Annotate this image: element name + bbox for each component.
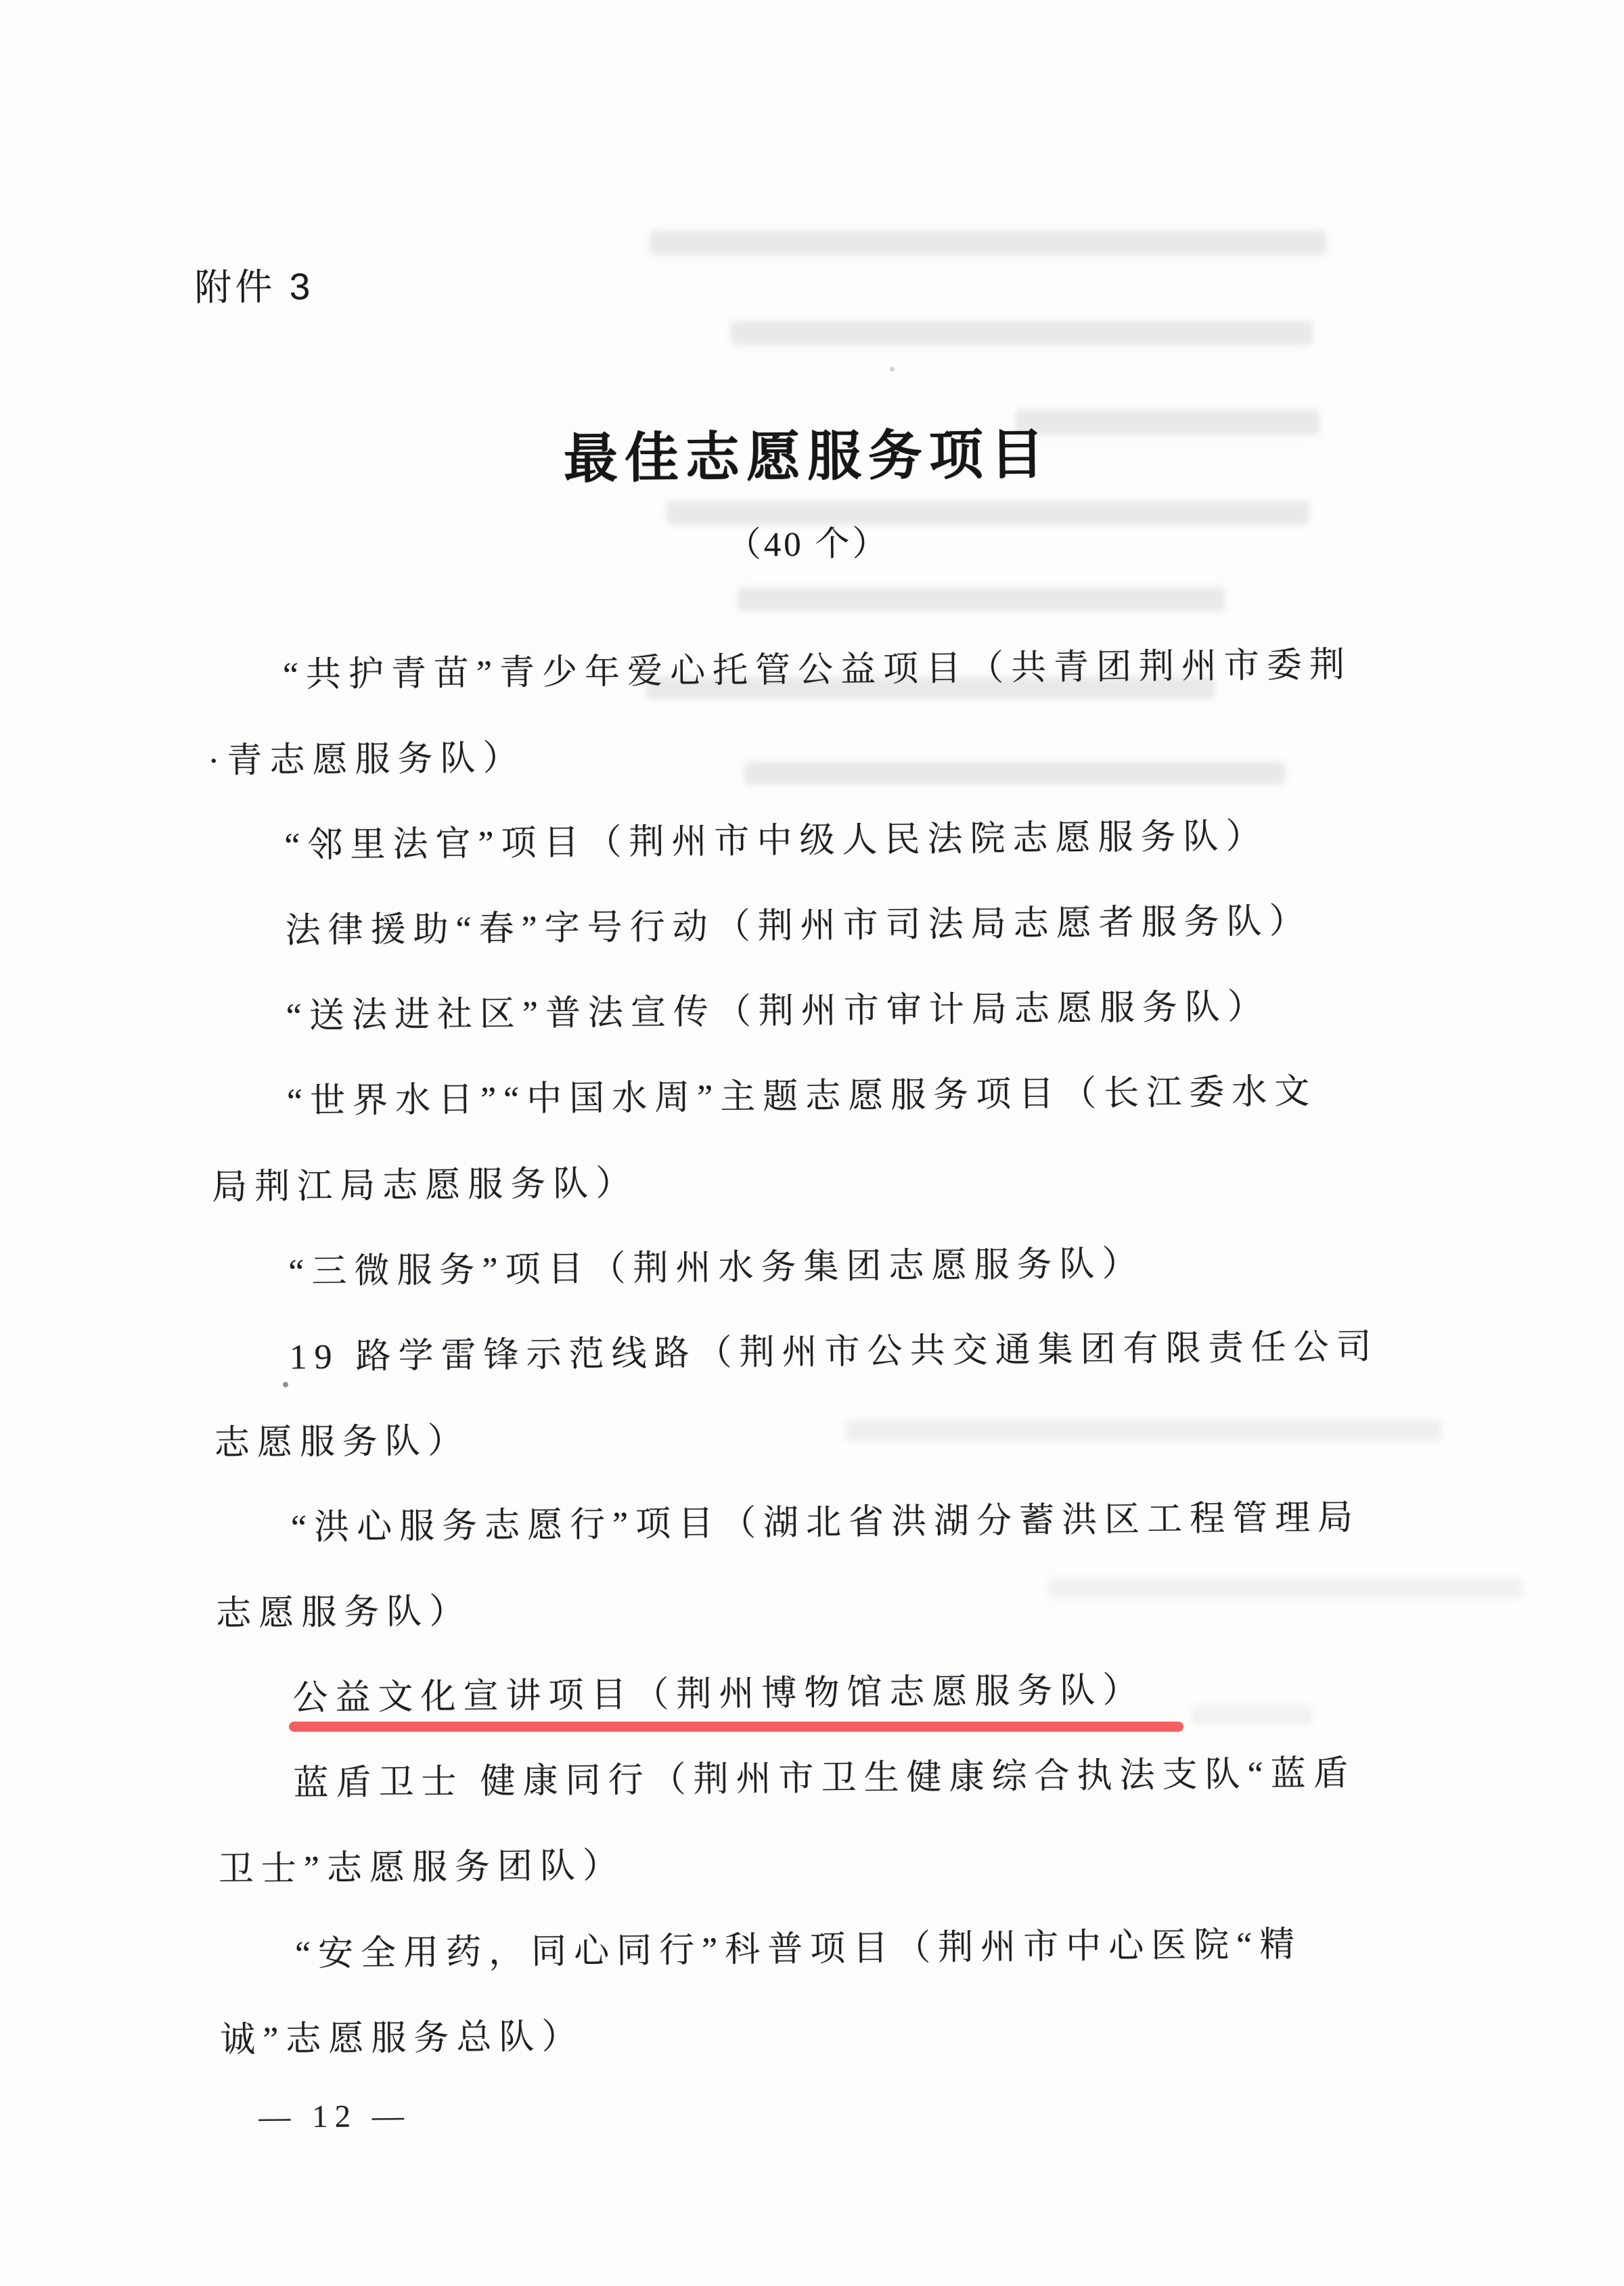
list-line: “三微服务”项目（荆州水务集团志愿服务队） [288,1245,1145,1292]
list-line: 卫士”志愿服务团队） [218,1846,626,1889]
list-line: 局荆江局志愿服务队） [211,1164,639,1207]
list-line: “安全用药，同心同行”科普项目（荆州市中心医院“精 [294,1925,1303,1974]
list-line: 蓝盾卫士 健康同行（荆州市卫生健康综合执法支队“蓝盾 [293,1754,1356,1803]
list-line: “送法进社区”普法宣传（荆州市审计局志愿服务队） [286,987,1271,1036]
list-line: “洪心服务志愿行”项目（湖北省洪湖分蓄洪区工程管理局 [290,1498,1361,1548]
document-title: 最佳志愿服务项目 [563,425,1052,490]
page-number: — 12 — [258,2098,411,2135]
highlighted-project-line: 公益文化宣讲项目（荆州博物馆志愿服务队） [292,1671,1146,1718]
project-list [206,622,1445,2083]
list-line: 志愿服务队） [214,1421,471,1463]
list-line: “邻里法官”项目（荆州市中级人民法院志愿服务队） [284,817,1269,866]
attachment-label: 附件 3 [194,265,314,309]
list-line: “共护青苗”青少年爱心托管公益项目（共青团荆州市委荆 [282,646,1353,695]
count-subtitle: （40 个） [726,524,890,565]
list-line: ·青志愿服务队） [207,739,526,781]
list-line: 法律援助“春”字号行动（荆州市司法局志愿者服务队） [285,901,1312,951]
list-line: “世界水日”“中国水周”主题志愿服务项目（长江委水文 [286,1072,1317,1121]
red-underline-annotation [289,1722,1183,1732]
list-line: 19 路学雷锋示范线路（荆州市公共交通集团有限责任公司 [289,1327,1379,1377]
list-line: 志愿服务队） [215,1592,472,1634]
list-line: 诚”志愿服务总队） [220,2017,585,2060]
